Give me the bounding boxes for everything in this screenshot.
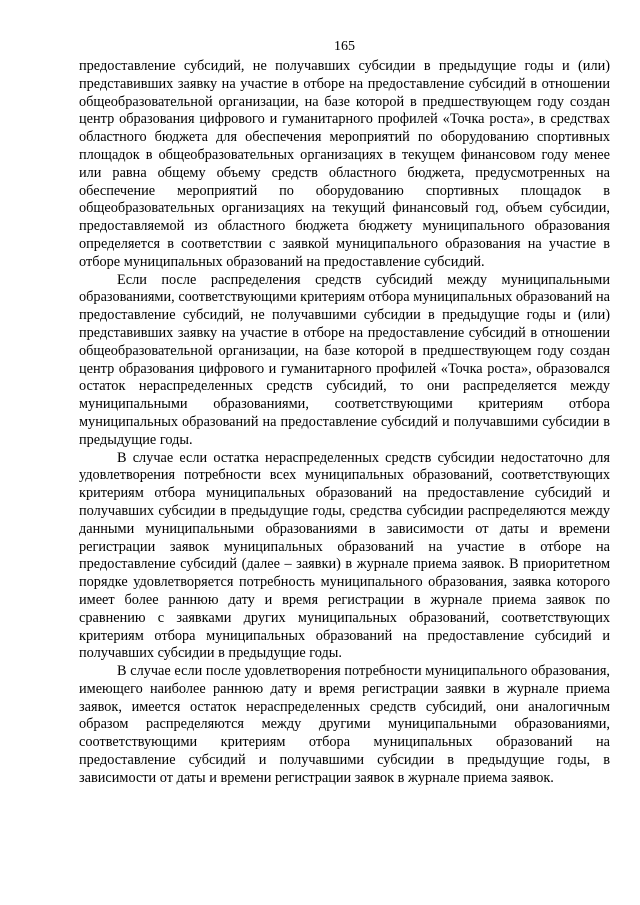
document-page bbox=[79, 38, 610, 788]
paragraph-continuation: предоставление субсидий, не получавших субсидии в предыдущие годы и (или) представивших заявку на участие в отборе на предоставление субсидий в отношении общеобразовательной организации, на базе которой в предшествующем году создан центр образования цифрового и гуманитарного профилей «Точка роста», в средствах областного бюджета для обеспечения мероприятий по оборудованию спортивных площадок в общеобразовательных организациях в текущем финансовом году менее или равна общему объему средств областного бюджета, предусмотренных на обеспечение мероприятий по оборудованию спортивных площадок в общеобразовательных организациях на текущий финансовый год, объем субсидии, предоставляемой из областного бюджета бюджету муниципального образования определяется в соответствии с заявкой муниципального образования на участие в отборе муниципальных образований на предоставление субсидий. bbox=[79, 58, 610, 270]
paragraph-insufficient-funds: В случае если остатка нераспределенных средств субсидии недостаточно для удовлетворения потребности всех муниципальных образований, соответствующих критериям отбора муниципальных образований на предоставление субсидий и получавших субсидии в предыдущие годы, средства субсидии распределяются между данными муниципальными образованиями в зависимости от даты и времени регистрации заявок муниципальных образований на участие в отборе на предоставление субсидий (далее – заявки) в журнале приема заявок. В приоритетном порядке удовлетворяется потребность муниципального образования, заявка которого имеет более раннюю дату и время регистрации в журнале приема заявок по сравнению с заявками других муниципальных образований, соответствующих критериям отбора муниципальных образований на предоставление субсидий и получавших субсидии в предыдущие годы. bbox=[79, 449, 610, 662]
paragraph-further-distribution: В случае если после удовлетворения потребности муниципального образования, имеющего наиболее раннюю дату и время регистрации заявки в журнале приема заявок, имеется остаток нераспределенных средств субсидий, они аналогичным образом распределяются между другими муниципальными образованиями, соответствующими критериям отбора муниципальных образований на предоставление субсидий и получавшими субсидии в предыдущие годы, в зависимости от даты и времени регистрации заявок в журнале приема заявок. bbox=[79, 663, 610, 786]
paragraph-remaining-funds: Если после распределения средств субсидий между муниципальными образованиями, соответствующими критериям отбора муниципальных образований на предоставление субсидий, не получавшими субсидии в предыдущие годы и (или) представивших заявку на участие в отборе на предоставление субсидий в отношении общеобразовательной организации, на базе которой в предшествующем году создан центр образования цифрового и гуманитарного профилей «Точка роста», образовался остаток нераспределенных средств субсидий, то они распределяется между муниципальными образованиями, соответствующими критериям отбора муниципальных образований на предоставление субсидий и получавшими субсидии в предыдущие годы. bbox=[79, 271, 610, 448]
page-number: 165 bbox=[334, 39, 355, 54]
